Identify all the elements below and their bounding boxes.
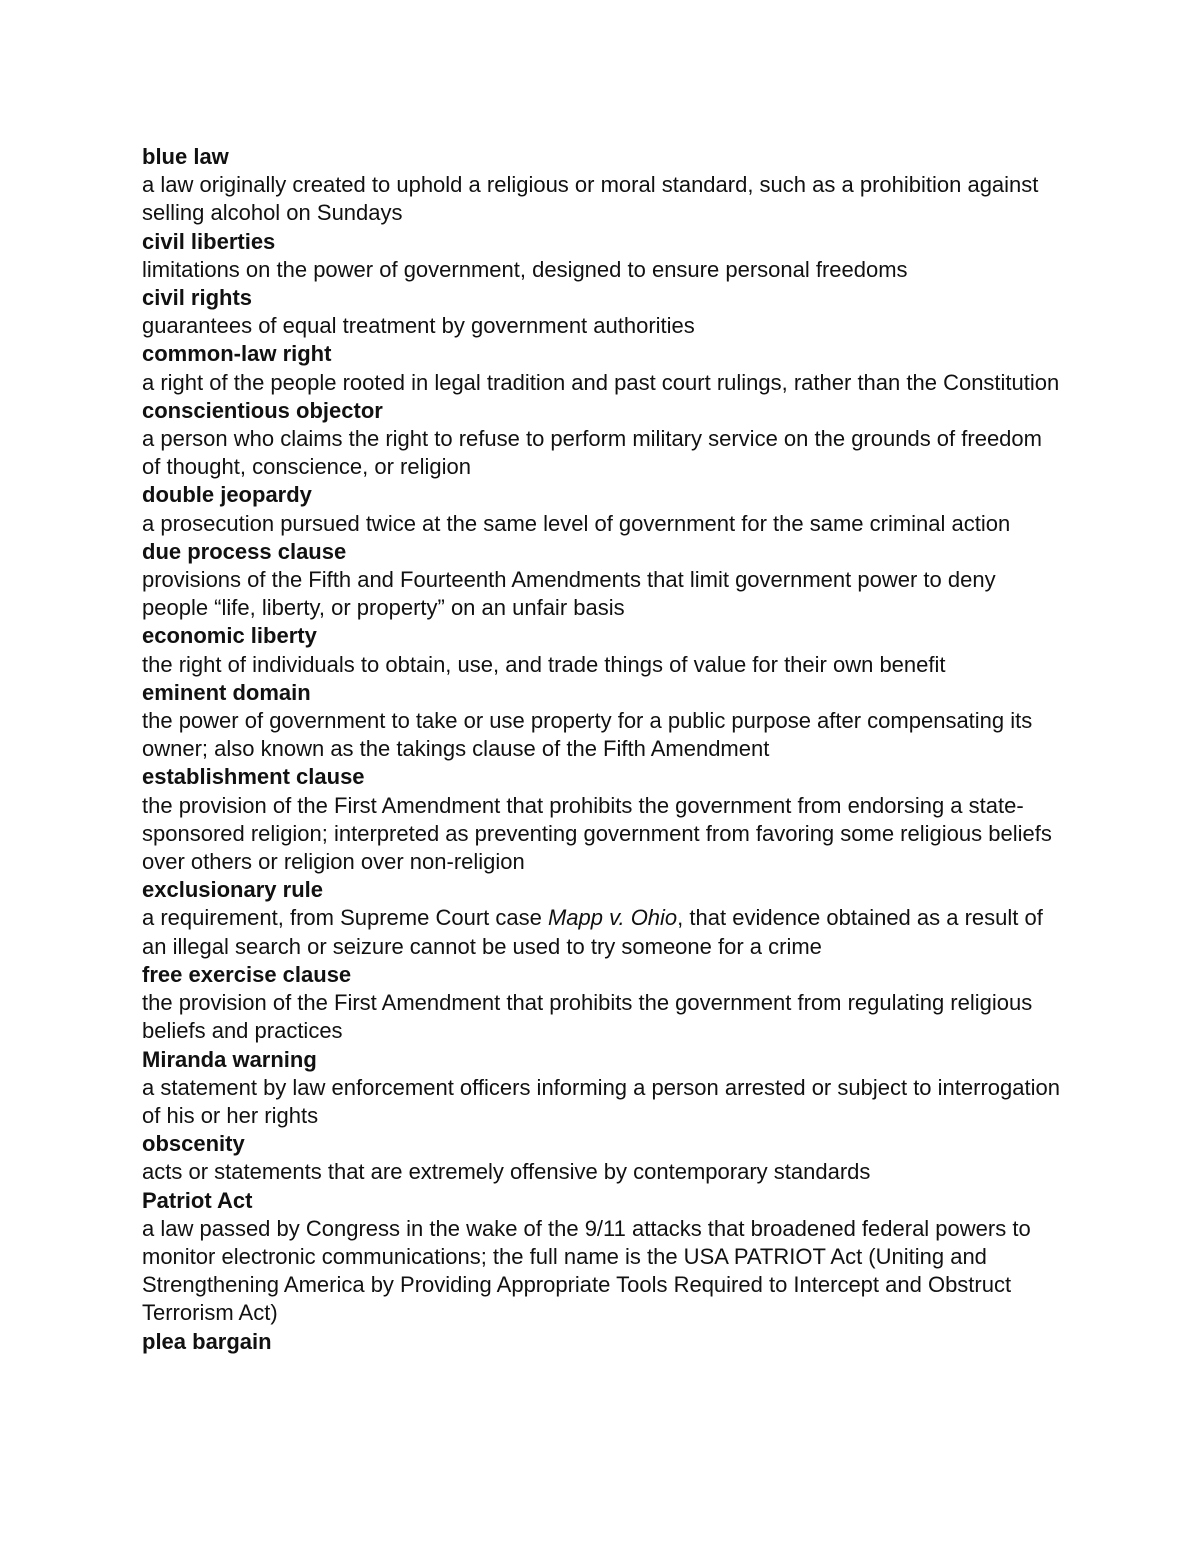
glossary-definition: acts or statements that are extremely offensive by contemporary standards [142,1159,871,1185]
glossary-term: eminent domain [142,679,311,705]
glossary-term: civil liberties [142,228,276,254]
glossary-definition: guarantees of equal treatment by government authorities [142,313,695,339]
definition-text-before: a requirement, from Supreme Court case [142,905,548,931]
glossary-definition [142,904,1062,960]
glossary-entry-common-law-right [142,340,1062,396]
glossary-definition: the provision of the First Amendment that prohibits the government from endorsing a state-sponsored religion; interpreted as preventing government from favoring some religious beliefs over others or religion over non-religion [142,792,1052,875]
glossary-definition: the power of government to take or use property for a public purpose after compensating its owner; also known as the takings clause of the Fifth Amendment [142,708,1033,762]
glossary-term: Patriot Act [142,1187,253,1213]
case-name-italic: Mapp v. Ohio [547,905,678,931]
glossary-entry-miranda-warning [142,1046,1062,1131]
glossary-definition: a law passed by Congress in the wake of the 9/11 attacks that broadened federal powers to monitor electronic communications; the full name is the USA PATRIOT Act (Uniting and Strengthening America by Providing Appropriate Tools Required to Intercept and Obstruct Terrorism Act) [142,1215,1031,1326]
glossary-definition: a statement by law enforcement officers informing a person arrested or subject to interrogation of his or her rights [142,1074,1060,1128]
glossary-entry-establishment-clause [142,763,1062,876]
glossary-definition: a law originally created to uphold a religious or moral standard, such as a prohibition against selling alcohol on Sundays [142,172,1039,226]
glossary-term: common-law right [142,341,332,367]
glossary-term: blue law [142,144,229,169]
glossary-definition: a person who claims the right to refuse to perform military service on the grounds of freedom of thought, conscience, or religion [142,426,1042,480]
glossary-term: conscientious objector [142,397,383,423]
glossary-entry-plea-bargain [142,1328,1062,1356]
glossary-entry-blue-law [142,143,1062,228]
glossary-entry-free-exercise-clause [142,961,1062,1046]
glossary-term: double jeopardy [142,482,312,508]
glossary-page [142,143,1062,1356]
glossary-entry-exclusionary-rule [142,876,1062,961]
glossary-definition: provisions of the Fifth and Fourteenth Amendments that limit government power to deny people “life, liberty, or property” on an unfair basis [142,567,996,621]
glossary-definition: a prosecution pursued twice at the same level of government for the same criminal action [142,510,1011,536]
glossary-term: obscenity [142,1131,245,1157]
glossary-term: civil rights [142,285,253,311]
glossary-term: free exercise clause [142,961,352,987]
glossary-definition: limitations on the power of government, designed to ensure personal freedoms [142,256,908,282]
glossary-term: due process clause [142,538,347,564]
glossary-entry-eminent-domain [142,679,1062,764]
glossary-term: exclusionary rule [142,877,323,903]
glossary-entry-civil-liberties [142,228,1062,284]
glossary-entry-civil-rights [142,284,1062,340]
glossary-term: plea bargain [142,1328,272,1354]
glossary-entry-conscientious-objector [142,397,1062,482]
glossary-definition: the provision of the First Amendment that prohibits the government from regulating religious beliefs and practices [142,990,1033,1044]
glossary-entry-obscenity [142,1130,1062,1186]
glossary-entry-double-jeopardy [142,481,1062,537]
glossary-entry-patriot-act [142,1187,1062,1328]
glossary-term: establishment clause [142,764,365,790]
glossary-definition: a right of the people rooted in legal tradition and past court rulings, rather than the Constitution [142,369,1060,395]
glossary-term: economic liberty [142,623,317,649]
glossary-entry-due-process-clause [142,538,1062,623]
glossary-term: Miranda warning [142,1046,317,1072]
glossary-entry-economic-liberty [142,622,1062,678]
definition-text-after: , that evidence obtained as a result of an illegal search or seizure cannot be used to try someone for a crime [142,905,1043,959]
glossary-definition: the right of individuals to obtain, use, and trade things of value for their own benefit [142,651,946,677]
